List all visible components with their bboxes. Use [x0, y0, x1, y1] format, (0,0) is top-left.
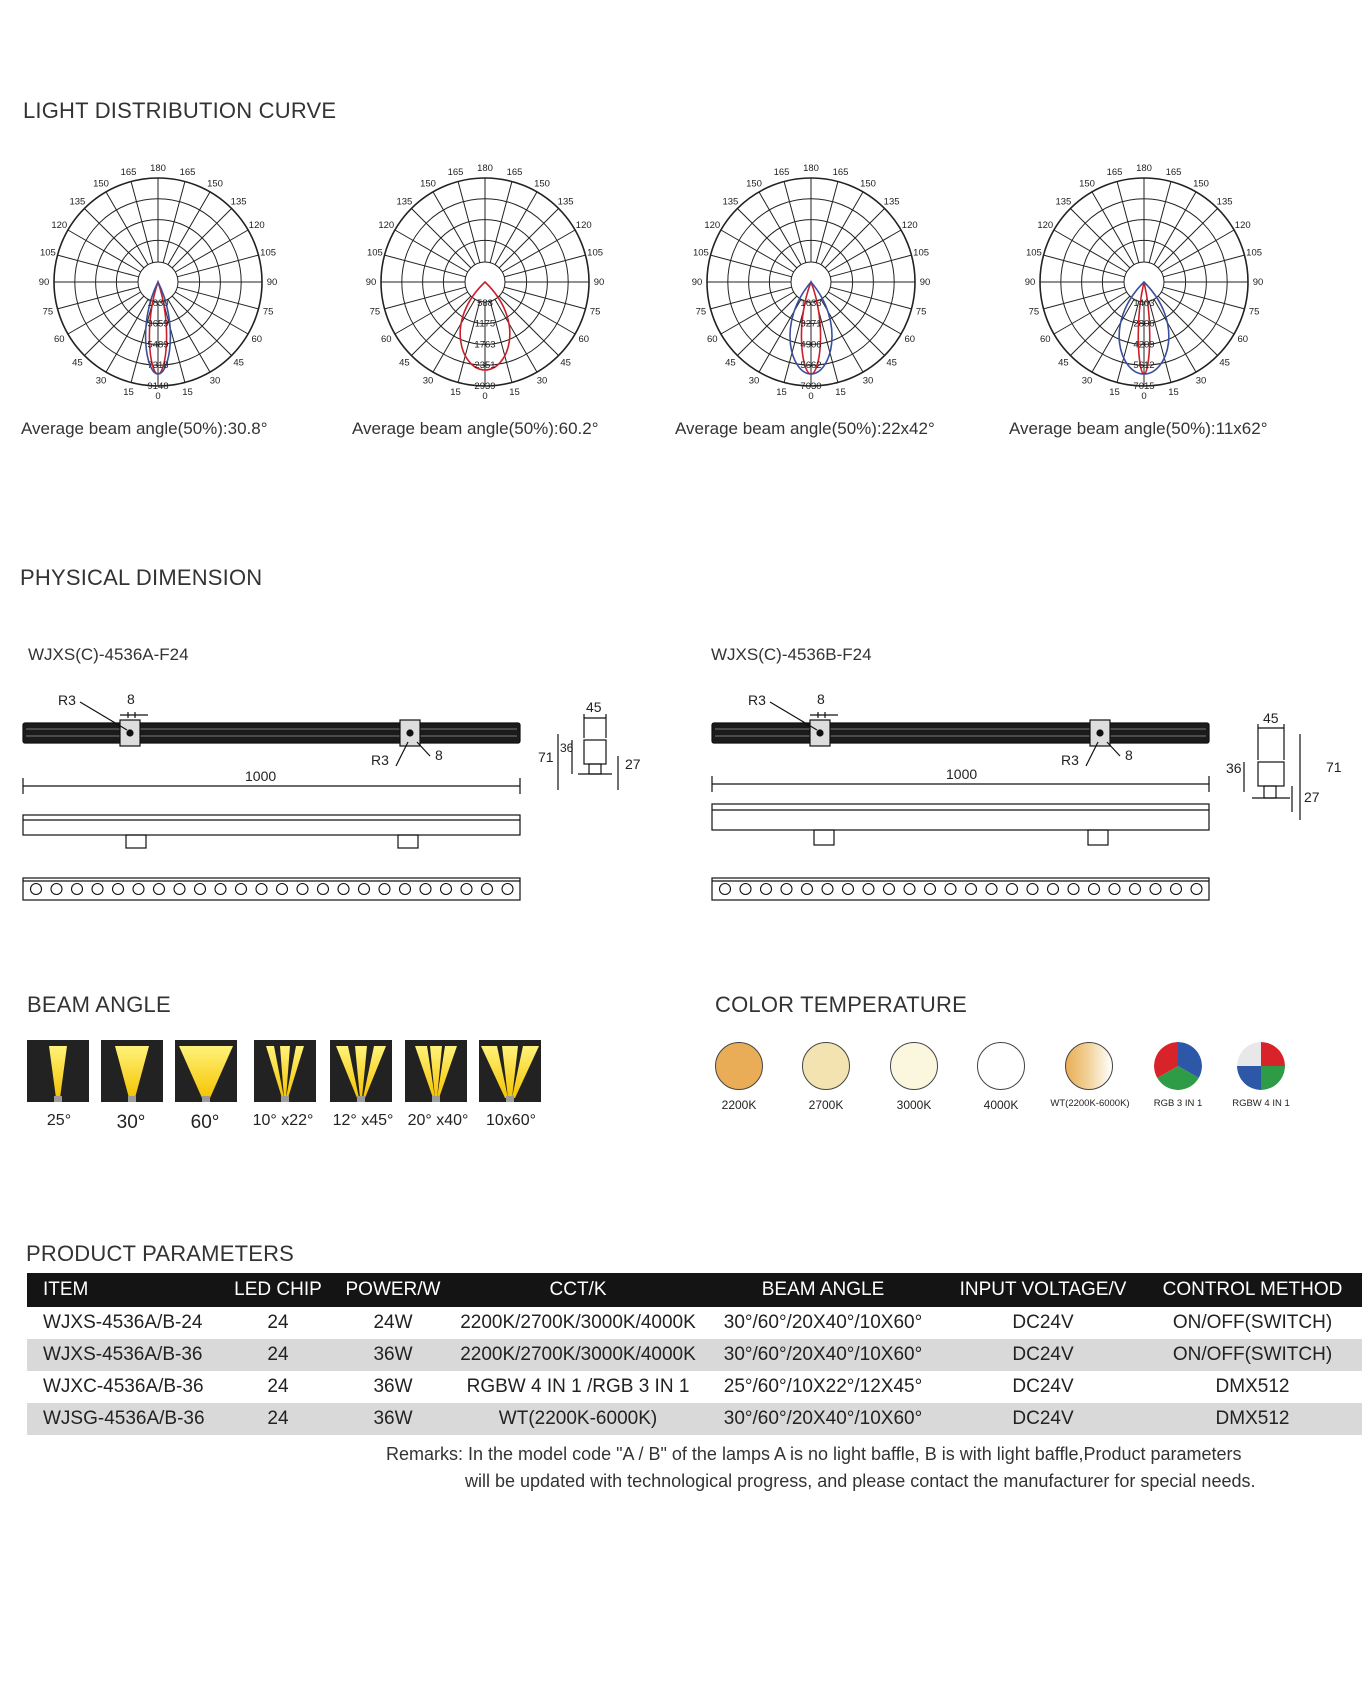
cell-led-chip: 24	[223, 1403, 333, 1435]
polar-angle-label: 165	[773, 166, 790, 178]
dim-a-height-b: 36	[560, 741, 574, 755]
led-dot	[277, 884, 288, 895]
cell-input-voltage: DC24V	[1012, 1376, 1074, 1397]
column-header-led-chip: LED CHIP	[223, 1273, 333, 1307]
cct-label-3000k: 3000K	[896, 1098, 932, 1112]
polar-angle-label: 180	[477, 163, 493, 174]
polar-angle-label: 75	[695, 306, 707, 318]
dim-a-r3-top: R3	[58, 692, 76, 708]
polar-angle-label: 75	[369, 306, 381, 318]
dim-b-height-c: 27	[1304, 789, 1320, 805]
polar-caption-3: Average beam angle(50%):22x42°	[675, 419, 935, 438]
polar-angle-label: 0	[808, 391, 814, 402]
cct-label-wt: WT(2200K-6000K)	[1050, 1098, 1130, 1109]
cell-item: WJXC-4536A/B-36	[43, 1376, 204, 1397]
beam-angle-label: 12° x45°	[332, 1112, 394, 1129]
product-parameters-table	[27, 1273, 1362, 1435]
polar-angle-label: 90	[1252, 277, 1264, 288]
column-header-item: ITEM	[27, 1273, 223, 1307]
led-dot	[31, 884, 42, 895]
polar-angle-label: 120	[378, 220, 395, 231]
led-dot	[502, 884, 513, 895]
beam-angle-icon	[101, 1040, 163, 1102]
polar-angle-label: 75	[42, 306, 54, 318]
cell-beam-angle: 30°/60°/20X40°/10X60°	[703, 1339, 943, 1371]
column-header-beam-angle: BEAM ANGLE	[703, 1273, 943, 1307]
polar-angle-label: 90	[365, 277, 377, 288]
cell-control-method: ON/OFF(SWITCH)	[1172, 1312, 1333, 1333]
polar-angle-label: 90	[919, 277, 931, 288]
beam-angle-icon	[254, 1040, 316, 1102]
dim-b-height-b: 36	[1226, 760, 1242, 776]
polar-angle-label: 75	[1028, 306, 1040, 318]
led-dot	[338, 884, 349, 895]
led-dots-a	[31, 884, 514, 895]
polar-angle-label: 30	[422, 375, 434, 387]
led-dot	[740, 884, 751, 895]
polar-angle-label: 45	[1219, 357, 1230, 369]
polar-angle-label: 105	[1025, 247, 1042, 259]
polar-value-label: 1175	[474, 318, 496, 330]
polar-angle-label: 60	[904, 334, 916, 345]
polar-angle-label: 135	[396, 196, 413, 208]
model-a-label: WJXS(C)-4536A-F24	[28, 645, 189, 664]
polar-angle-label: 30	[95, 375, 107, 387]
polar-angle-label: 120	[1234, 220, 1251, 231]
beam-angle-icon	[405, 1040, 467, 1102]
led-dot	[1048, 884, 1059, 895]
beam-angle-icon	[27, 1040, 89, 1102]
beam-angle-label: 20° x40°	[407, 1112, 469, 1129]
polar-angle-label: 105	[1246, 247, 1263, 259]
cell-beam-angle: 25°/60°/10X22°/12X45°	[723, 1376, 923, 1397]
polar-value-label: 1830	[147, 297, 169, 309]
cct-swatch-rgbw	[1237, 1042, 1285, 1090]
polar-value-label: 2939	[474, 381, 496, 392]
polar-caption-2: Average beam angle(50%):60.2°	[352, 419, 599, 438]
column-header-control-method: CONTROL METHOD	[1143, 1273, 1362, 1307]
led-dot	[92, 884, 103, 895]
led-dot	[441, 884, 452, 895]
cell-control-method: DMX512	[1143, 1403, 1362, 1435]
cell-cct: 2200K/2700K/3000K/4000K	[460, 1312, 696, 1333]
beam-angle-label: 60°	[190, 1112, 220, 1133]
cct-label-rgb: RGB 3 IN 1	[1153, 1098, 1203, 1109]
polar-value-label: 588	[477, 297, 493, 309]
polar-angle-label: 0	[482, 391, 488, 402]
polar-angle-label: 30	[209, 375, 221, 387]
polar-value-label: 1633	[800, 297, 822, 309]
cct-swatch-4000k	[977, 1042, 1025, 1090]
polar-angle-label: 60	[251, 334, 263, 345]
table-row	[27, 1339, 1362, 1371]
led-dot	[359, 884, 370, 895]
polar-angle-label: 45	[725, 357, 736, 369]
dim-a-height-a: 71	[538, 749, 554, 765]
polar-value-label: 2806	[1133, 318, 1155, 330]
dim-a-8-bottom: 8	[435, 747, 443, 763]
polar-angle-label: 150	[1193, 178, 1209, 190]
led-dot	[863, 884, 874, 895]
polar-angle-label: 15	[450, 387, 461, 399]
polar-angle-label: 75	[915, 306, 927, 318]
cell-item: WJXS-4536A/B-36	[27, 1339, 223, 1371]
led-dot	[133, 884, 144, 895]
led-dot	[461, 884, 472, 895]
led-dot	[236, 884, 247, 895]
polar-diagram	[345, 152, 625, 412]
led-dot	[154, 884, 165, 895]
polar-angle-label: 60	[380, 334, 392, 345]
dim-a-length: 1000	[245, 768, 277, 784]
polar-angle-label: 45	[1058, 357, 1069, 369]
led-dot	[1007, 884, 1018, 895]
led-dot	[297, 884, 308, 895]
led-dot	[400, 884, 411, 895]
led-dot	[843, 884, 854, 895]
polar-angle-label: 90	[593, 277, 605, 288]
polar-angle-label: 135	[1055, 196, 1072, 208]
polar-value-label: 9148	[147, 381, 169, 392]
cct-label-rgbw: RGBW 4 IN 1	[1232, 1098, 1290, 1109]
polar-value-label: 1403	[1133, 297, 1155, 309]
polar-angle-label: 105	[39, 247, 56, 259]
polar-angle-label: 120	[901, 220, 918, 231]
cell-led-chip: 24	[267, 1376, 289, 1397]
dim-b-r3-bottom: R3	[1061, 752, 1079, 768]
dim-b-8-bottom: 8	[1125, 747, 1133, 763]
cct-swatch-2200k	[715, 1042, 763, 1090]
polar-angle-label: 120	[51, 220, 68, 231]
cct-label-2700k: 2700K	[808, 1098, 844, 1112]
polar-angle-label: 150	[93, 178, 109, 190]
cell-power: 24W	[373, 1312, 413, 1333]
polar-angle-label: 105	[913, 247, 930, 259]
polar-angle-label: 150	[534, 178, 550, 190]
led-dot	[1089, 884, 1100, 895]
polar-angle-label: 165	[506, 166, 523, 178]
polar-angle-label: 135	[1216, 196, 1233, 208]
polar-angle-label: 165	[832, 166, 849, 178]
led-dot	[1171, 884, 1182, 895]
model-a-drawing	[23, 702, 618, 900]
polar-angle-label: 30	[1195, 375, 1207, 387]
beam-angle-label: 10x60°	[486, 1112, 536, 1129]
polar-angle-label: 165	[179, 166, 196, 178]
cell-input-voltage: DC24V	[943, 1403, 1143, 1435]
polar-angle-label: 120	[575, 220, 592, 231]
polar-value-label: 5662	[800, 360, 822, 372]
dim-a-r3-bottom: R3	[371, 752, 389, 768]
polar-angle-label: 150	[746, 178, 762, 190]
led-dot	[1068, 884, 1079, 895]
led-dot	[1130, 884, 1141, 895]
polar-value-label: 5612	[1133, 360, 1155, 372]
cell-cct: WT(2200K-6000K)	[453, 1403, 703, 1435]
dim-a-width: 45	[586, 699, 602, 715]
polar-diagram	[1004, 152, 1284, 412]
led-dot	[945, 884, 956, 895]
cell-power: 36W	[373, 1376, 413, 1397]
cell-control-method: DMX512	[1215, 1376, 1290, 1397]
led-dot	[904, 884, 915, 895]
remarks-line-1: Remarks: In the model code "A / B" of the lamps A is no light baffle, B is with light baffle,Product parameters	[386, 1444, 1242, 1464]
column-header-power: POWER/W	[333, 1273, 453, 1307]
polar-value-label: 7015	[1133, 381, 1155, 392]
beam-angle-icon	[330, 1040, 392, 1102]
polar-angle-label: 15	[509, 387, 520, 399]
led-dot	[482, 884, 493, 895]
cell-cct: RGBW 4 IN 1 /RGB 3 IN 1	[466, 1376, 690, 1397]
polar-angle-label: 165	[120, 166, 137, 178]
dim-b-height-a: 71	[1326, 759, 1342, 775]
polar-angle-label: 90	[38, 277, 50, 288]
product-parameters-title: PRODUCT PARAMETERS	[26, 1241, 295, 1266]
polar-diagram	[18, 152, 298, 412]
polar-angle-label: 120	[1037, 220, 1054, 231]
polar-angle-label: 45	[72, 357, 83, 369]
cell-led-chip: 24	[267, 1312, 289, 1333]
polar-angle-label: 15	[1109, 387, 1120, 399]
dim-b-width: 45	[1263, 710, 1279, 726]
led-dot	[51, 884, 62, 895]
polar-angle-label: 135	[557, 196, 574, 208]
polar-angle-label: 105	[587, 247, 604, 259]
led-dot	[318, 884, 329, 895]
polar-angle-label: 135	[883, 196, 900, 208]
polar-caption-1: Average beam angle(50%):30.8°	[21, 419, 268, 438]
cell-power: 36W	[333, 1403, 453, 1435]
table-header-row	[27, 1273, 1362, 1307]
polar-angle-label: 45	[886, 357, 897, 369]
polar-angle-label: 30	[1081, 375, 1093, 387]
polar-value-label: 3271	[800, 318, 822, 330]
polar-angle-label: 30	[536, 375, 548, 387]
led-dot	[720, 884, 731, 895]
cct-label-4000k: 4000K	[983, 1098, 1019, 1112]
polar-angle-label: 15	[123, 387, 134, 399]
led-dot	[215, 884, 226, 895]
polar-value-label: 4906	[800, 339, 822, 351]
polar-value-label: 7030	[800, 381, 822, 392]
led-dot	[802, 884, 813, 895]
cell-input-voltage: DC24V	[943, 1339, 1143, 1371]
column-header-cct: CCT/K	[453, 1273, 703, 1307]
polar-angle-label: 0	[1141, 391, 1147, 402]
polar-angle-label: 15	[776, 387, 787, 399]
polar-angle-label: 75	[262, 306, 274, 318]
cct-swatch-rgb	[1154, 1042, 1202, 1090]
beam-angle-label: 30°	[116, 1112, 146, 1133]
beam-angle-icon	[479, 1040, 541, 1102]
cell-power: 36W	[333, 1339, 453, 1371]
dim-b-r3-top: R3	[748, 692, 766, 708]
cell-led-chip: 24	[223, 1339, 333, 1371]
polar-angle-label: 75	[1248, 306, 1260, 318]
table-row	[27, 1403, 1362, 1435]
dimension-drawings	[0, 680, 1362, 910]
beam-angle-label: 25°	[46, 1112, 72, 1129]
polar-angle-label: 45	[399, 357, 410, 369]
polar-angle-label: 105	[366, 247, 383, 259]
polar-angle-label: 180	[150, 163, 166, 174]
polar-angle-label: 150	[1079, 178, 1095, 190]
polar-value-label: 4209	[1133, 339, 1155, 351]
led-dot	[761, 884, 772, 895]
cell-item: WJSG-4536A/B-36	[27, 1403, 223, 1435]
polar-angle-label: 60	[706, 334, 718, 345]
led-dot	[1150, 884, 1161, 895]
led-dot	[113, 884, 124, 895]
polar-angle-label: 90	[266, 277, 278, 288]
polar-angle-label: 30	[862, 375, 874, 387]
led-dot	[986, 884, 997, 895]
polar-angle-label: 135	[230, 196, 247, 208]
polar-angle-label: 60	[1039, 334, 1051, 345]
polar-angle-label: 165	[447, 166, 464, 178]
physical-dimension-title: PHYSICAL DIMENSION	[20, 565, 263, 590]
polar-value-label: 3659	[147, 318, 169, 330]
polar-angle-label: 120	[704, 220, 721, 231]
light-distribution-title: LIGHT DISTRIBUTION CURVE	[23, 98, 337, 123]
led-dot	[174, 884, 185, 895]
led-dot	[1109, 884, 1120, 895]
table-row	[27, 1307, 1362, 1339]
cell-input-voltage: DC24V	[1012, 1312, 1074, 1333]
led-dot	[72, 884, 83, 895]
beam-angle-icon	[175, 1040, 237, 1102]
polar-angle-label: 150	[420, 178, 436, 190]
led-dot	[966, 884, 977, 895]
beam-angle-label: 10° x22°	[252, 1112, 314, 1129]
polar-angle-label: 120	[248, 220, 265, 231]
led-dot	[1191, 884, 1202, 895]
polar-angle-label: 90	[691, 277, 703, 288]
polar-angle-label: 150	[860, 178, 876, 190]
cct-swatch-2700k	[802, 1042, 850, 1090]
dim-b-8-top: 8	[817, 691, 825, 707]
table-row	[27, 1371, 1362, 1403]
dim-b-length: 1000	[946, 766, 978, 782]
led-dot	[420, 884, 431, 895]
polar-angle-label: 135	[69, 196, 86, 208]
cell-item: WJXS-4536A/B-24	[43, 1312, 203, 1333]
cct-swatch-3000k	[890, 1042, 938, 1090]
cell-beam-angle: 30°/60°/20X40°/10X60°	[703, 1403, 943, 1435]
polar-angle-label: 75	[589, 306, 601, 318]
led-dot	[195, 884, 206, 895]
led-dots-b	[720, 884, 1203, 895]
cell-beam-angle: 30°/60°/20X40°/10X60°	[723, 1312, 923, 1333]
polar-angle-label: 60	[53, 334, 65, 345]
cell-control-method: ON/OFF(SWITCH)	[1143, 1339, 1362, 1371]
led-dot	[256, 884, 267, 895]
cct-label-2200k: 2200K	[721, 1098, 757, 1112]
led-dot	[884, 884, 895, 895]
polar-angle-label: 105	[692, 247, 709, 259]
polar-angle-label: 150	[207, 178, 223, 190]
polar-value-label: 7318	[147, 360, 169, 372]
dim-a-8-top: 8	[127, 691, 135, 707]
color-temperature-title: COLOR TEMPERATURE	[715, 992, 967, 1017]
dim-a-height-c: 27	[625, 756, 641, 772]
polar-angle-label: 45	[233, 357, 244, 369]
led-dot	[822, 884, 833, 895]
polar-value-label: 1763	[474, 339, 496, 351]
polar-diagram	[671, 152, 951, 412]
polar-angle-label: 90	[1024, 277, 1036, 288]
cell-cct: 2200K/2700K/3000K/4000K	[453, 1339, 703, 1371]
cct-swatch-wt	[1065, 1042, 1113, 1090]
polar-angle-label: 45	[560, 357, 571, 369]
led-dot	[379, 884, 390, 895]
polar-angle-label: 15	[182, 387, 193, 399]
polar-angle-label: 105	[260, 247, 277, 259]
polar-angle-label: 180	[803, 163, 819, 174]
polar-angle-label: 30	[748, 375, 760, 387]
column-header-input-voltage: INPUT VOLTAGE/V	[943, 1273, 1143, 1307]
polar-angle-label: 0	[155, 391, 161, 402]
led-dot	[1027, 884, 1038, 895]
polar-angle-label: 15	[835, 387, 846, 399]
polar-angle-label: 165	[1165, 166, 1182, 178]
polar-angle-label: 60	[1237, 334, 1249, 345]
polar-value-label: 5489	[147, 339, 169, 351]
polar-value-label: 2351	[474, 360, 496, 372]
polar-angle-label: 135	[722, 196, 739, 208]
model-b-drawing	[712, 702, 1300, 900]
polar-angle-label: 15	[1168, 387, 1179, 399]
led-dot	[781, 884, 792, 895]
beam-angle-title: BEAM ANGLE	[27, 992, 171, 1017]
polar-angle-label: 180	[1136, 163, 1152, 174]
model-b-label: WJXS(C)-4536B-F24	[711, 645, 872, 664]
polar-angle-label: 165	[1106, 166, 1123, 178]
polar-caption-4: Average beam angle(50%):11x62°	[1009, 419, 1268, 438]
led-dot	[925, 884, 936, 895]
polar-angle-label: 60	[578, 334, 590, 345]
remarks-line-2: will be updated with technological progress, and please contact the manufacturer for special needs.	[465, 1471, 1256, 1491]
